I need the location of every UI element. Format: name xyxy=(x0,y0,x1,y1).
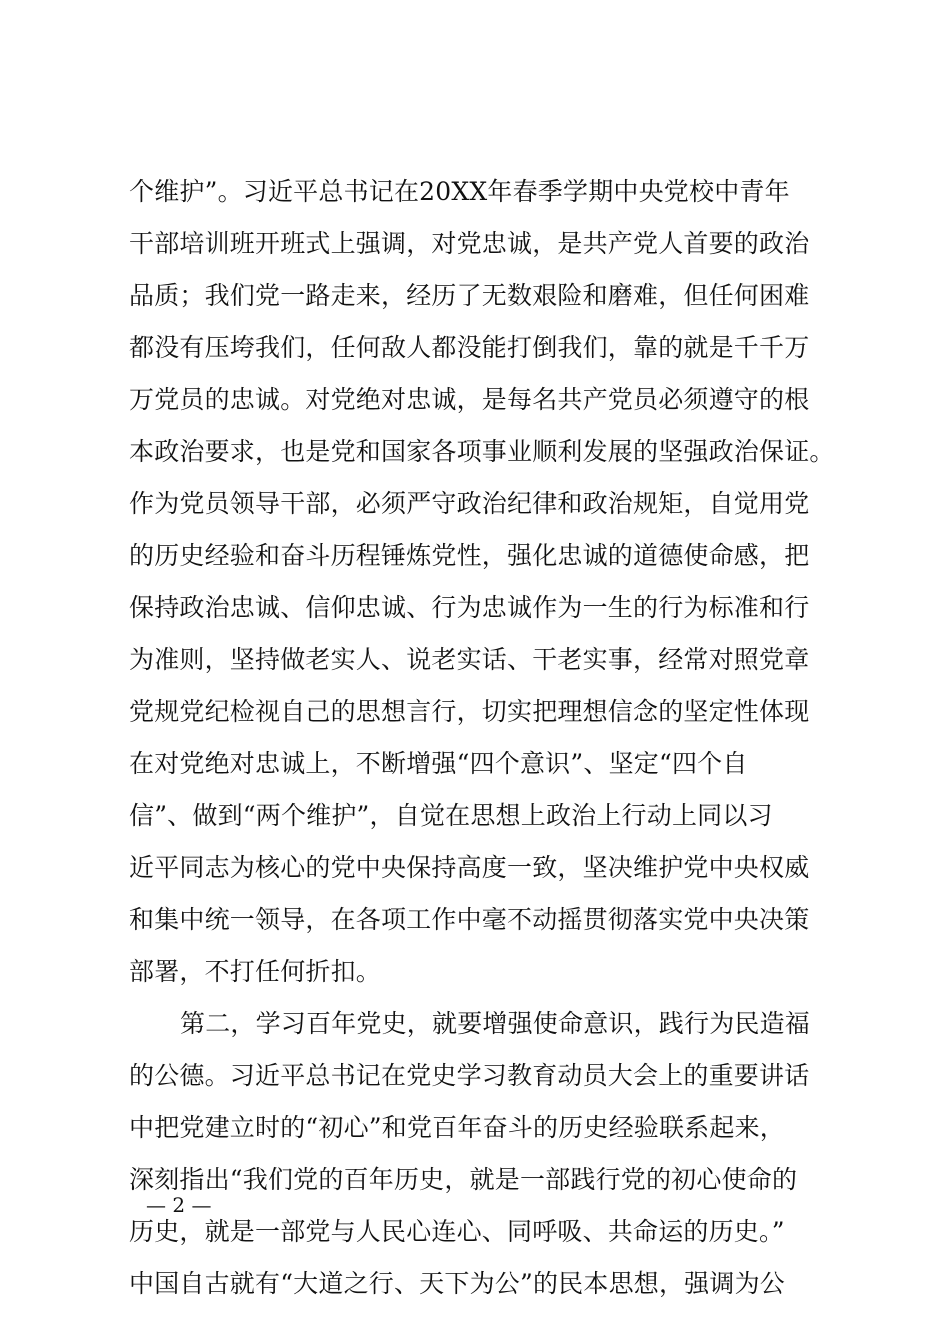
text-line: 本政治要求，也是党和国家各项事业顺利发展的坚强政治保证。 xyxy=(129,437,835,466)
text-line: 个维护”。习近平总书记在20XX年春季学期中央党校中青年 xyxy=(129,177,790,206)
text-line: 万党员的忠诚。对党绝对忠诚，是每名共产党员必须遵守的根 xyxy=(129,385,810,414)
text-line: 品质；我们党一路走来，经历了无数艰险和磨难，但任何困难 xyxy=(129,281,810,310)
page-number: — 2 — xyxy=(146,1193,212,1217)
text-line: 中国自古就有“大道之行、天下为公”的民本思想，强调为公 xyxy=(129,1269,785,1298)
text-line: 作为党员领导干部，必须严守政治纪律和政治规矩，自觉用党 xyxy=(129,489,810,518)
paragraph-start-line: 第二，学习百年党史，就要增强使命意识，践行为民造福 xyxy=(180,1009,811,1038)
text-line: 的历史经验和奋斗历程锤炼党性，强化忠诚的道德使命感，把 xyxy=(129,541,810,570)
text-line: 的公德。习近平总书记在党史学习教育动员大会上的重要讲话 xyxy=(129,1061,810,1090)
text-line: 部署，不打任何折扣。 xyxy=(129,957,382,986)
text-line: 近平同志为核心的党中央保持高度一致，坚决维护党中央权威 xyxy=(129,853,810,882)
text-line: 中把党建立时的“初心”和党百年奋斗的历史经验联系起来， xyxy=(129,1113,785,1142)
text-line: 保持政治忠诚、信仰忠诚、行为忠诚作为一生的行为标准和行 xyxy=(129,593,810,622)
text-line: 信”、做到“两个维护”，自觉在思想上政治上行动上同以习 xyxy=(129,801,773,830)
text-line: 在对党绝对忠诚上，不断增强“四个意识”、坚定“四个自 xyxy=(129,749,748,778)
text-line: 历史，就是一部党与人民心连心、同呼吸、共命运的历史。” xyxy=(129,1217,785,1246)
text-line: 干部培训班开班式上强调，对党忠诚，是共产党人首要的政治 xyxy=(129,229,810,258)
text-line: 为准则，坚持做老实人、说老实话、干老实事，经常对照党章 xyxy=(129,645,810,674)
text-line: 党规党纪检视自己的思想言行，切实把理想信念的坚定性体现 xyxy=(129,697,810,726)
text-line: 和集中统一领导，在各项工作中毫不动摇贯彻落实党中央决策 xyxy=(129,905,810,934)
text-line: 都没有压垮我们，任何敌人都没能打倒我们，靠的就是千千万 xyxy=(129,333,810,362)
text-line: 深刻指出“我们党的百年历史，就是一部践行党的初心使命的 xyxy=(129,1165,798,1194)
